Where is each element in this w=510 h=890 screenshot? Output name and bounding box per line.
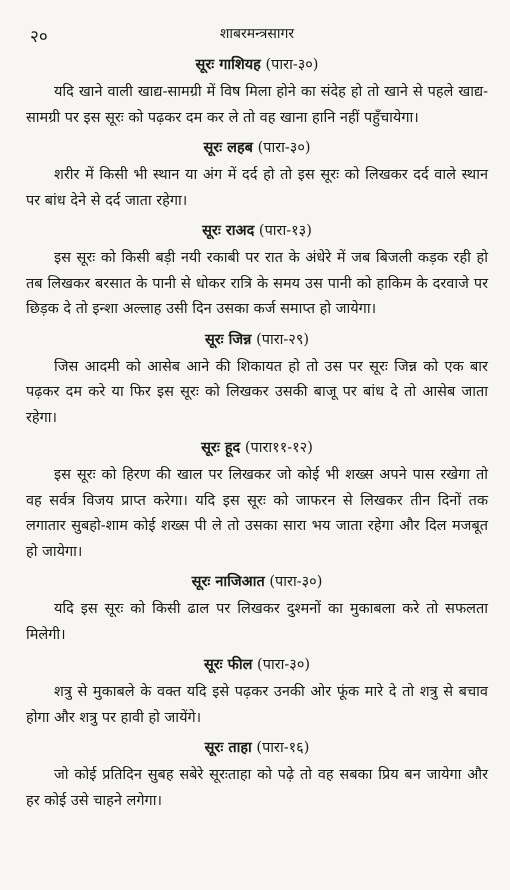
section-jinn: [26, 329, 488, 432]
section-gashiyah: [26, 54, 488, 131]
surah-name: सूरः राअद: [202, 222, 255, 239]
section-naziat: [26, 571, 488, 648]
section-text: जो कोई प्रतिदिन सुबह सबेरे सूरःताहा को पढ़े तो वह सबका प्रिय बन जायेगा और हर कोई उसे चाहने लगेगा।: [26, 767, 488, 809]
para-reference: (पारा-३०): [265, 57, 319, 73]
para-reference: (पारा-१६): [256, 740, 310, 756]
section-taha: [26, 737, 488, 814]
surah-name: सूरः हूद: [201, 439, 241, 456]
surah-name: सूरः नाजिआत: [191, 573, 265, 590]
section-text: इस सूरः को किसी बड़ी नयी रकाबी पर रात के अंधेरे में जब बिजली कड़क रही हो तब लिखकर बरसात के पानी से धोकर रात्रि के समय उस पानी को हाकिम के दरवाजे पर छिड़क दे तो इन्शा अल्लाह उसी दिन उसका कर्ज समाप्त हो जायेगा।: [26, 250, 488, 317]
section-text: यदि इस सूरः को किसी ढाल पर लिखकर दुश्मनों का मुकाबला करे तो सफलता मिलेगी।: [26, 601, 488, 643]
para-reference: (पारा-३०): [269, 574, 323, 590]
section-heading: [26, 220, 488, 242]
section-text: जिस आदमी को आसेब आने की शिकायत हो तो उस पर सूरः जिन्न को एक बार पढ़कर दम करे या फिर इस सूरः को लिखकर उसकी बाजू पर बांध दे तो आसेब जाता रहेगा।: [26, 358, 488, 426]
section-heading: [26, 654, 488, 676]
section-text: इस सूरः को हिरण की खाल पर लिखकर जो कोई भी शख्स अपने पास रखेगा तो वह सर्वत्र विजय प्राप्त करेगा। यदि इस सूरः को जाफरन से लिखकर तीन दिनों तक लगातार सुबहो-शाम कोई शख्स पी ले तो उसका सारा भय जाता रहेगा और दिल मजबूत हो जायेगा।: [26, 467, 488, 560]
section-text: यदि खाने वाली खाद्य-सामग्री में विष मिला होने का संदेह हो तो खाने से पहले खाद्य-सामग्री पर इस सूरः को पढ़कर दम कर ले तो वह खाना हानि नहीं पहुँचायेगा।: [26, 84, 488, 126]
surah-name: सूरः फील: [203, 656, 253, 673]
surah-name: सूरः लहब: [203, 139, 253, 156]
section-raad: [26, 220, 488, 323]
para-reference: (पारा-१३): [258, 223, 312, 239]
section-lahab: [26, 137, 488, 214]
surah-name: सूरः जिन्न: [204, 330, 252, 348]
section-heading: [26, 737, 488, 759]
section-heading: [26, 137, 488, 159]
section-fil: [26, 654, 488, 731]
section-heading: [26, 329, 488, 351]
surah-name: सूरः गाशियह: [195, 56, 261, 73]
para-reference: (पारा-३०): [257, 657, 311, 673]
section-heading: [26, 54, 488, 76]
para-reference: (पारा-३०): [257, 140, 311, 156]
para-reference: (पारा११-१२): [244, 440, 313, 456]
page-number: २०: [30, 27, 48, 47]
para-reference: (पारा-२९): [256, 331, 310, 348]
section-text: शरीर में किसी भी स्थान या अंग में दर्द हो तो इस सूरः को लिखकर दर्द वाले स्थान पर बांध देने से दर्द जाता रहेगा।: [26, 167, 488, 209]
surah-name: सूरः ताहा: [204, 739, 252, 756]
section-hud: [26, 437, 488, 565]
running-title: शाबरमन्त्रसागर: [219, 26, 295, 42]
section-heading: [26, 437, 488, 459]
section-heading: [26, 571, 488, 593]
section-text: शत्रु से मुकाबले के वक्त यदि इसे पढ़कर उनकी ओर फूंक मारे दे तो शत्रु से बचाव होगा और शत्रु पर हावी हो जायेंगे।: [26, 684, 488, 726]
page-header: [26, 0, 488, 48]
